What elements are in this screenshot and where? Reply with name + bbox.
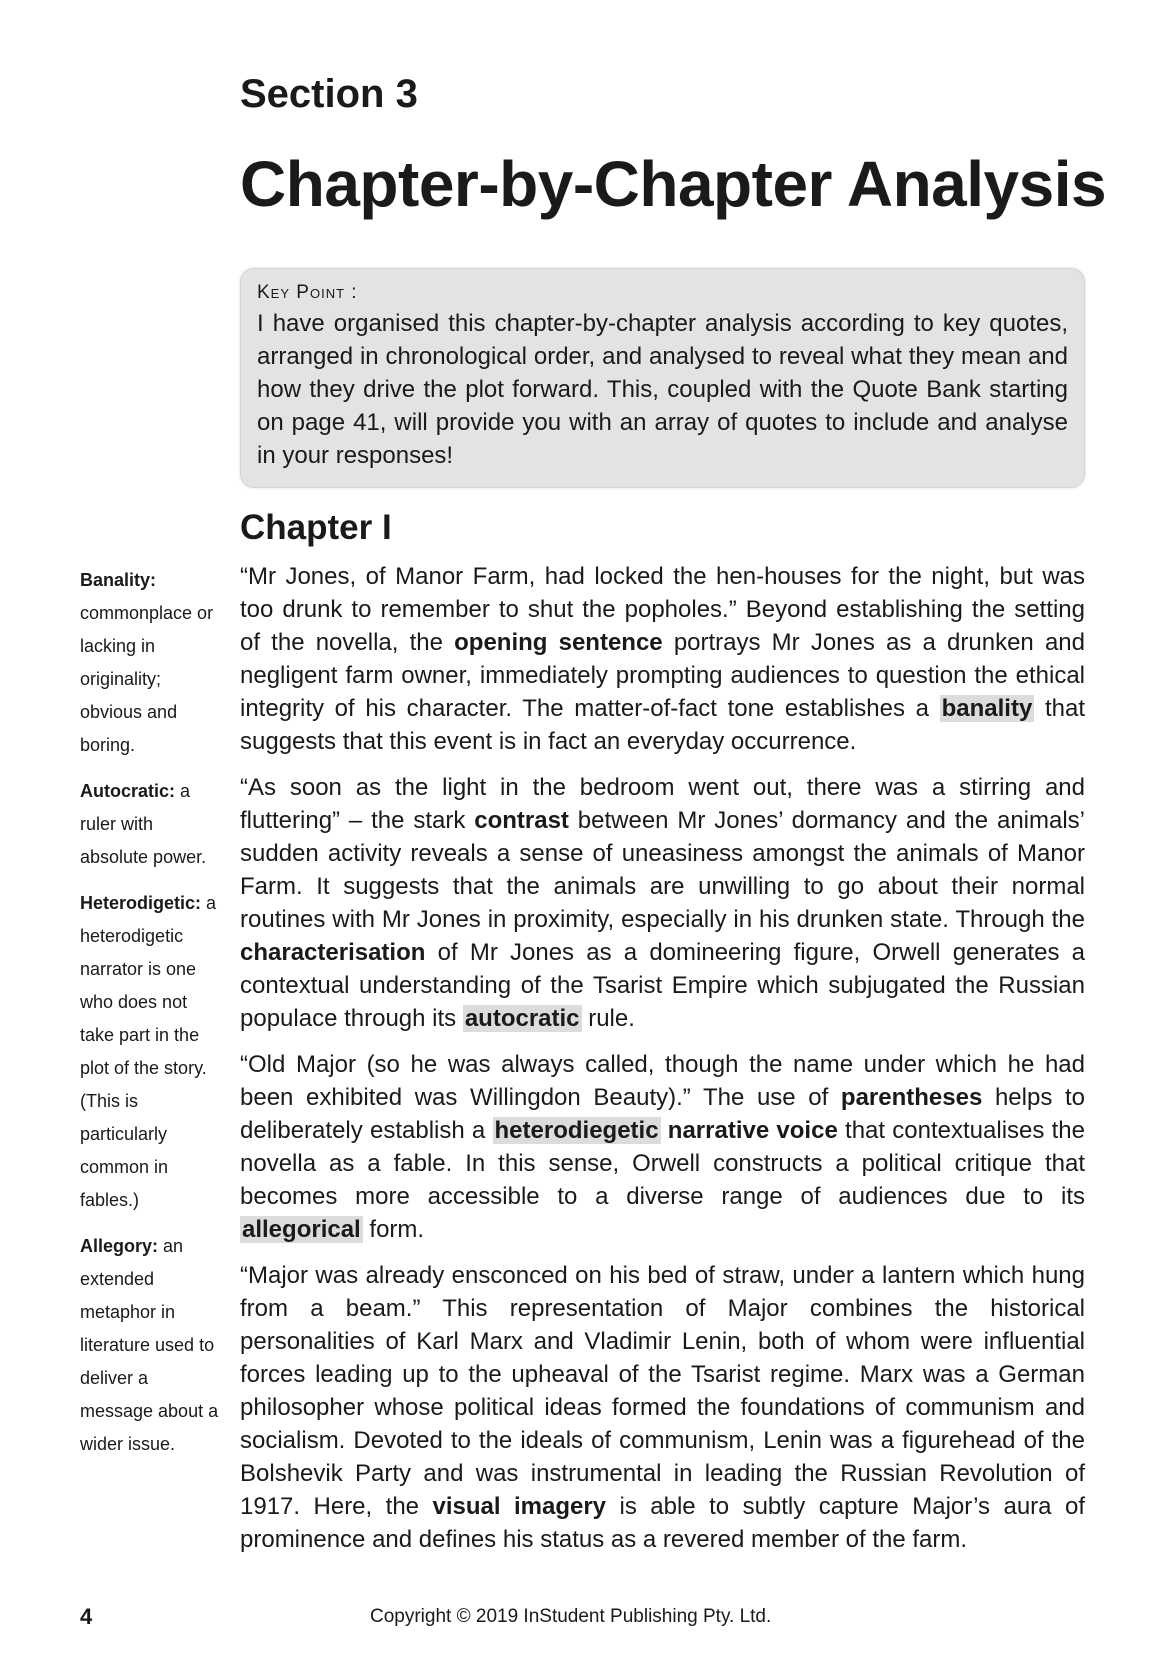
key-term: visual imagery: [432, 1493, 607, 1520]
glossary-term: Allegory:: [80, 1236, 159, 1256]
chapter-body: [240, 560, 1085, 1569]
paragraph-text: of Mr Jones as a domineering figure, Orwell generates a contextual understanding of the Tsarist Empire which subjugated the Russian populace through its: [240, 939, 1085, 1032]
paragraph-text: is able to subtly capture Major’s aura of prominence and defines his status as a revered member of the farm.: [240, 1493, 1085, 1553]
key-term: narrative voice: [667, 1117, 838, 1144]
glossary-entry: [80, 564, 225, 762]
glossary-definition: an extended metaphor in literature used to deliver a message about a wider issue.: [80, 1236, 219, 1454]
key-term: characterisation: [240, 939, 426, 966]
glossary-highlight: banality: [941, 695, 1033, 722]
paragraph-text: “Old Major (so he was always called, though the name under which he had been exhibited was Willingdon Beauty).” The use of: [240, 1051, 1085, 1111]
glossary-definition: a heterodigetic narrator is one who does not take part in the plot of the story. (This is particularly common in fables.): [80, 893, 217, 1210]
page-title: Chapter-by-Chapter Analysis: [240, 148, 1107, 220]
glossary-definition: a ruler with absolute power.: [80, 781, 207, 867]
glossary-term: Heterodigetic:: [80, 893, 202, 913]
paragraph-text: that contextualises the novella as a fable. In this sense, Orwell constructs a political critique that becomes more accessible to a diverse range of audiences due to its: [240, 1117, 1085, 1210]
glossary-highlight: allegorical: [242, 1216, 361, 1243]
paragraph-text: rule.: [581, 1005, 635, 1032]
key-point-label: Key Point :: [257, 282, 358, 303]
copyright-notice: Copyright © 2019 InStudent Publishing Pty. Ltd.: [370, 1606, 772, 1627]
glossary-highlight: heterodiegetic: [494, 1117, 659, 1144]
glossary-entry: [80, 775, 225, 874]
paragraph-text: form.: [362, 1216, 425, 1243]
paragraph-text: portrays Mr Jones as a drunken and negligent farm owner, immediately prompting audiences to question the ethical integrity of his character. The matter-of-fact tone establishes a: [240, 629, 1085, 722]
analysis-paragraph: [240, 771, 1085, 1035]
glossary-entry: [80, 887, 225, 1217]
section-label: Section 3: [240, 72, 418, 116]
key-term: contrast: [474, 807, 569, 834]
glossary-sidebar: [80, 564, 225, 1474]
paragraph-text: helps to deliberately establish a: [240, 1084, 1085, 1144]
key-point-text: I have organised this chapter-by-chapter analysis according to key quotes, arranged in chronological order, and analysed to reveal what they mean and how they drive the plot forward. This, coupled with the Quote Bank starting on page 41, will provide you with an array of quotes to include and analyse in your responses!: [257, 310, 1068, 469]
glossary-highlight: autocratic: [464, 1005, 580, 1032]
key-term: parentheses: [840, 1084, 983, 1111]
paragraph-text: between Mr Jones’ dormancy and the animals’ sudden activity reveals a sense of uneasiness amongst the animals of Manor Farm. It suggests that the animals are unwilling to go about their normal routines with Mr Jones in proximity, especially in his drunken state. Through the: [240, 807, 1085, 933]
key-term: opening sentence: [454, 629, 663, 656]
paragraph-text: that suggests that this event is in fact an everyday occurrence.: [240, 695, 1085, 755]
page-footer: [0, 1604, 1166, 1634]
glossary-term: Banality:: [80, 570, 157, 590]
paragraph-text: “Major was already ensconced on his bed of straw, under a lantern which hung from a beam.” This representation of Major combines the historical personalities of Karl Marx and Vladimir Lenin, both of whom were influential forces leading up to the upheaval of the Tsarist regime. Marx was a German philosopher whose political ideas formed the foundations of communism and socialism. Devoted to the ideals of communism, Lenin was a figurehead of the Bolshevik Party and was instrumental in leading the Russian Revolution of 1917. Here, the: [240, 1262, 1085, 1520]
key-point-box: [240, 268, 1085, 488]
analysis-paragraph: [240, 560, 1085, 758]
paragraph-text: “Mr Jones, of Manor Farm, had locked the hen-houses for the night, but was too drunk to remember to shut the popholes.” Beyond establishing the setting of the novella, the: [240, 563, 1085, 656]
paragraph-text: “As soon as the light in the bedroom went out, there was a stirring and fluttering” – the stark: [240, 774, 1085, 834]
chapter-heading: Chapter I: [240, 508, 392, 547]
analysis-paragraph: [240, 1259, 1085, 1556]
glossary-entry: [80, 1230, 225, 1461]
glossary-term: Autocratic:: [80, 781, 176, 801]
page-number: 4: [80, 1604, 93, 1629]
analysis-paragraph: [240, 1048, 1085, 1246]
glossary-definition: commonplace or lacking in originality; obvious and boring.: [80, 603, 214, 755]
